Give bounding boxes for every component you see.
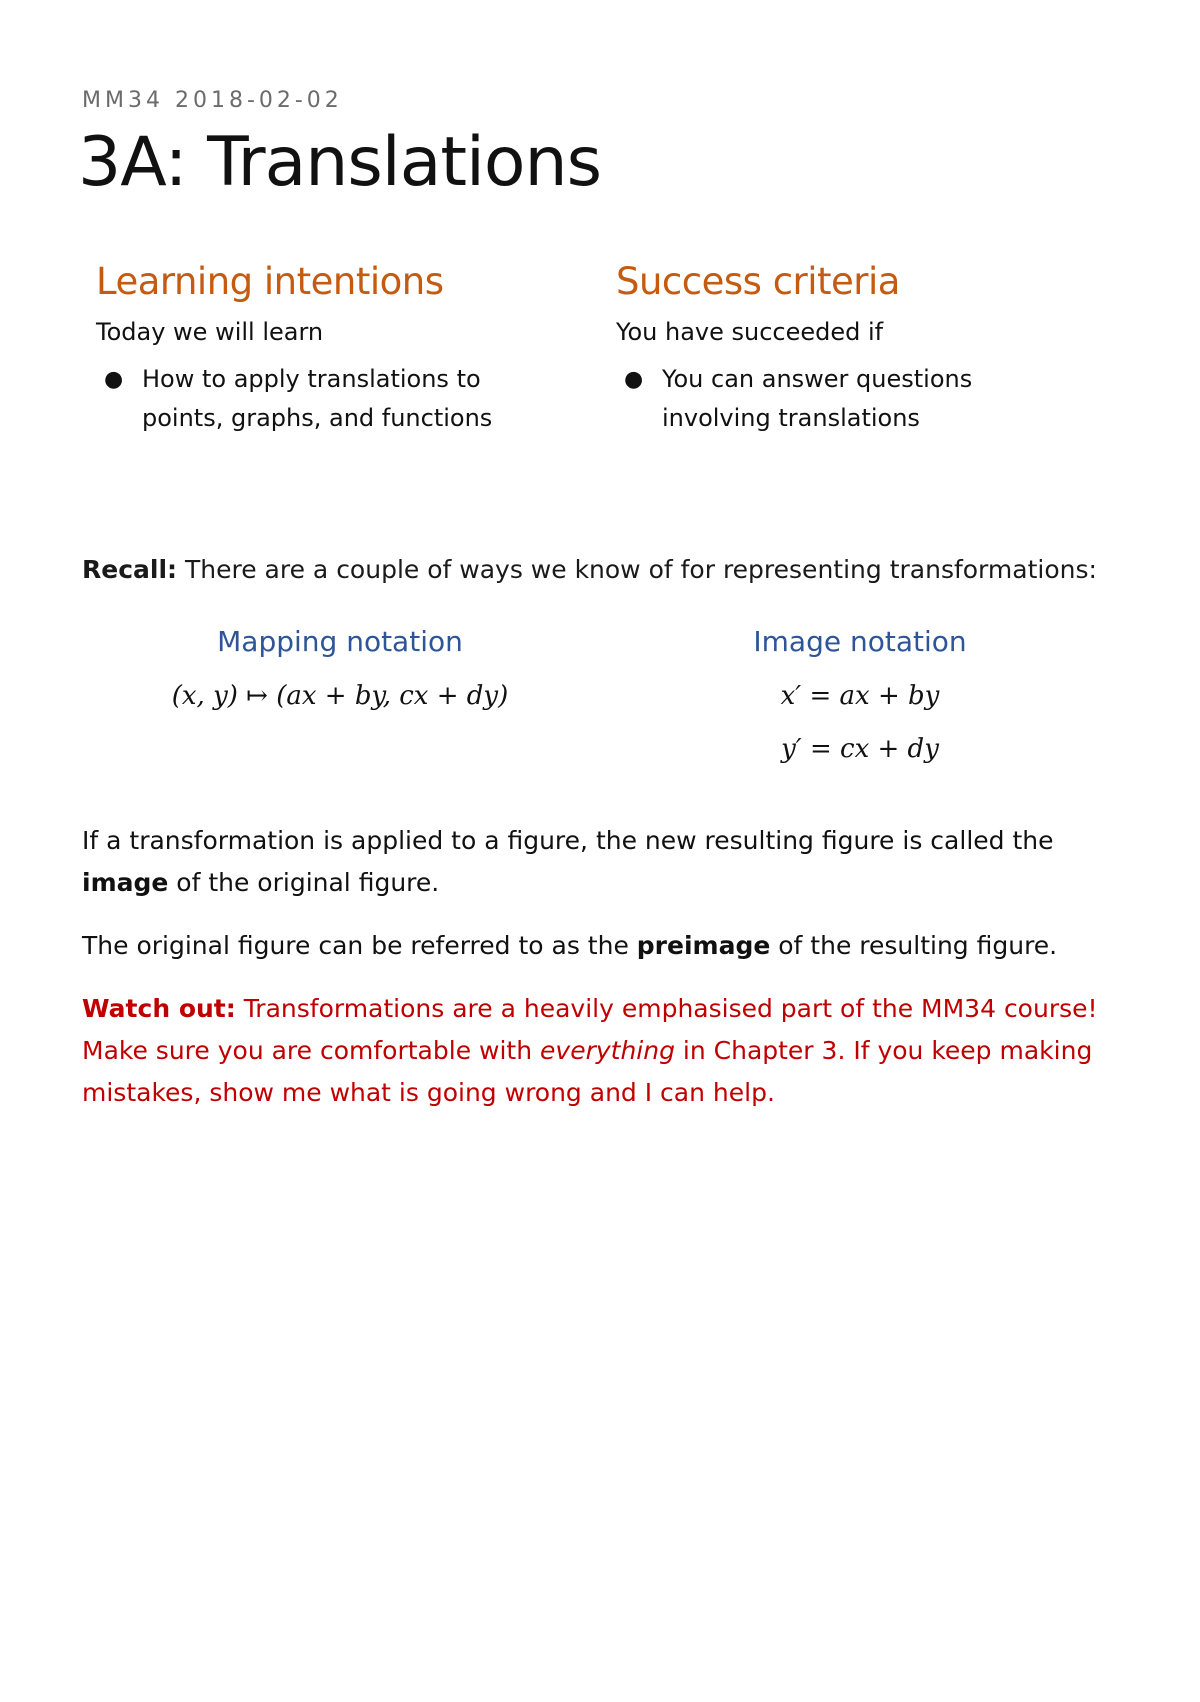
list-item-text: How to apply translations to points, graphs, and functions — [142, 365, 493, 432]
watch-out-text: Transformations are a heavily emphasised part of the MM34 course! Make sure you are comfortable with — [82, 994, 1098, 1065]
mapping-notation-block — [140, 622, 540, 715]
learning-intentions-heading: Learning intentions — [96, 260, 444, 303]
success-criteria-lead: You have succeeded if — [616, 318, 884, 346]
watch-out-paragraph — [82, 988, 1152, 1114]
watch-out-text: in Chapter 3. If you keep making mistakes, show me what is going wrong and I can help. — [82, 1036, 1093, 1107]
recall-paragraph — [82, 553, 1142, 587]
image-notation-formula-y: y′ = cx + dy — [781, 734, 939, 764]
paragraph-text: of the resulting figure. — [770, 931, 1058, 960]
paragraph-text: If a transformation is applied to a figure, the new resulting figure is called the — [82, 826, 1054, 855]
learning-intentions-section — [96, 258, 536, 438]
list-item — [616, 360, 1056, 438]
recall-label: Recall: — [82, 555, 178, 584]
bullet-icon: ● — [104, 367, 124, 392]
page-title: 3A: Translations — [78, 123, 602, 202]
image-notation-block — [700, 622, 1020, 768]
list-item — [96, 360, 536, 438]
success-criteria-section — [616, 258, 1056, 438]
success-criteria-heading: Success criteria — [616, 260, 900, 303]
image-notation-heading: Image notation — [753, 625, 967, 658]
mapping-notation-formula: (x, y) ↦ (ax + by, cx + dy) — [171, 681, 509, 711]
watch-out-emphasis: everything — [540, 1036, 675, 1065]
term-image: image — [82, 868, 169, 897]
list-item-text: You can answer questions involving translations — [662, 365, 973, 432]
image-notation-formula-x: x′ = ax + by — [780, 681, 940, 711]
success-criteria-list — [616, 360, 1056, 438]
paragraph-text: of the original figure. — [168, 868, 440, 897]
learning-intentions-list — [96, 360, 536, 438]
image-definition-paragraph — [82, 820, 1142, 904]
watch-out-label: Watch out: — [82, 994, 236, 1023]
term-preimage: preimage — [636, 931, 771, 960]
recall-text: There are a couple of ways we know of for representing transformations: — [177, 555, 1097, 584]
preimage-definition-paragraph — [82, 925, 1142, 967]
mapping-notation-heading: Mapping notation — [217, 625, 463, 658]
bullet-icon: ● — [624, 367, 644, 392]
document-subtitle: MM34 2018-02-02 — [82, 88, 343, 113]
paragraph-text: The original figure can be referred to as the — [82, 931, 637, 960]
learning-intentions-lead: Today we will learn — [96, 318, 324, 346]
